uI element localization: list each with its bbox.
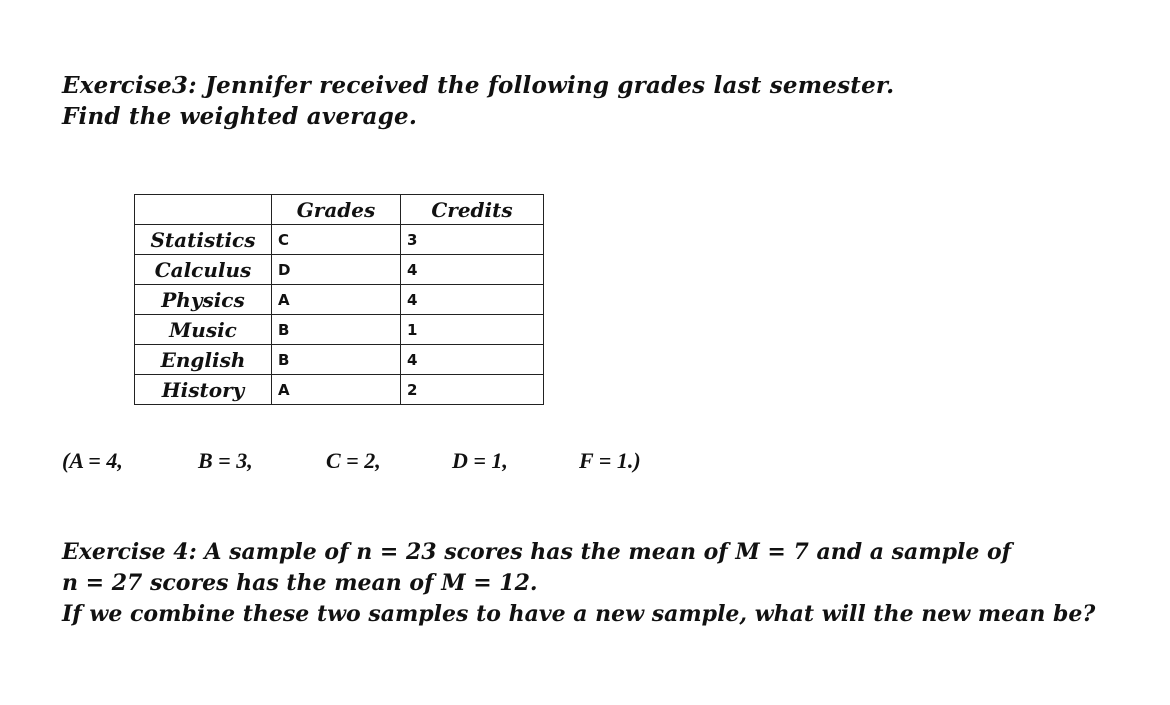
credits-cell: 4 bbox=[401, 285, 544, 315]
grades-table bbox=[134, 194, 544, 405]
grade-point-scale bbox=[62, 448, 762, 480]
grade-cell: B bbox=[272, 345, 401, 375]
table-row bbox=[135, 255, 544, 285]
table-row bbox=[135, 285, 544, 315]
table-row bbox=[135, 315, 544, 345]
subject-cell: Physics bbox=[135, 285, 272, 315]
credits-cell: 4 bbox=[401, 345, 544, 375]
scale-f: F = 1.) bbox=[579, 448, 641, 473]
subject-cell: History bbox=[135, 375, 272, 405]
exercise3-prompt bbox=[62, 70, 894, 132]
exercise4-prompt bbox=[62, 537, 1095, 630]
scale-d: D = 1, bbox=[452, 448, 508, 473]
scale-a: (A = 4, bbox=[62, 448, 123, 473]
header-grades: Grades bbox=[272, 195, 401, 225]
scale-c: C = 2, bbox=[326, 448, 381, 473]
grade-cell: B bbox=[272, 315, 401, 345]
header-credits: Credits bbox=[401, 195, 544, 225]
subject-cell: English bbox=[135, 345, 272, 375]
table-header-row bbox=[135, 195, 544, 225]
credits-cell: 1 bbox=[401, 315, 544, 345]
scale-b: B = 3, bbox=[198, 448, 253, 473]
grade-cell: A bbox=[272, 285, 401, 315]
credits-cell: 2 bbox=[401, 375, 544, 405]
grade-cell: D bbox=[272, 255, 401, 285]
grade-cell: C bbox=[272, 225, 401, 255]
exercise4-line2: n = 27 scores has the mean of M = 12. bbox=[62, 570, 538, 596]
exercise3-line2: Find the weighted average. bbox=[62, 103, 418, 130]
exercise4-line3: If we combine these two samples to have a new sample, what will the new mean be? bbox=[62, 601, 1096, 627]
subject-cell: Calculus bbox=[135, 255, 272, 285]
exercise4-line1: Exercise 4: A sample of n = 23 scores has the mean of M = 7 and a sample of bbox=[62, 539, 1012, 565]
table-row bbox=[135, 225, 544, 255]
table-row bbox=[135, 345, 544, 375]
credits-cell: 3 bbox=[401, 225, 544, 255]
subject-cell: Statistics bbox=[135, 225, 272, 255]
exercise3-line1: Exercise3: Jennifer received the following grades last semester. bbox=[62, 72, 895, 99]
header-subject bbox=[135, 195, 272, 225]
table-row bbox=[135, 375, 544, 405]
grade-cell: A bbox=[272, 375, 401, 405]
subject-cell: Music bbox=[135, 315, 272, 345]
credits-cell: 4 bbox=[401, 255, 544, 285]
